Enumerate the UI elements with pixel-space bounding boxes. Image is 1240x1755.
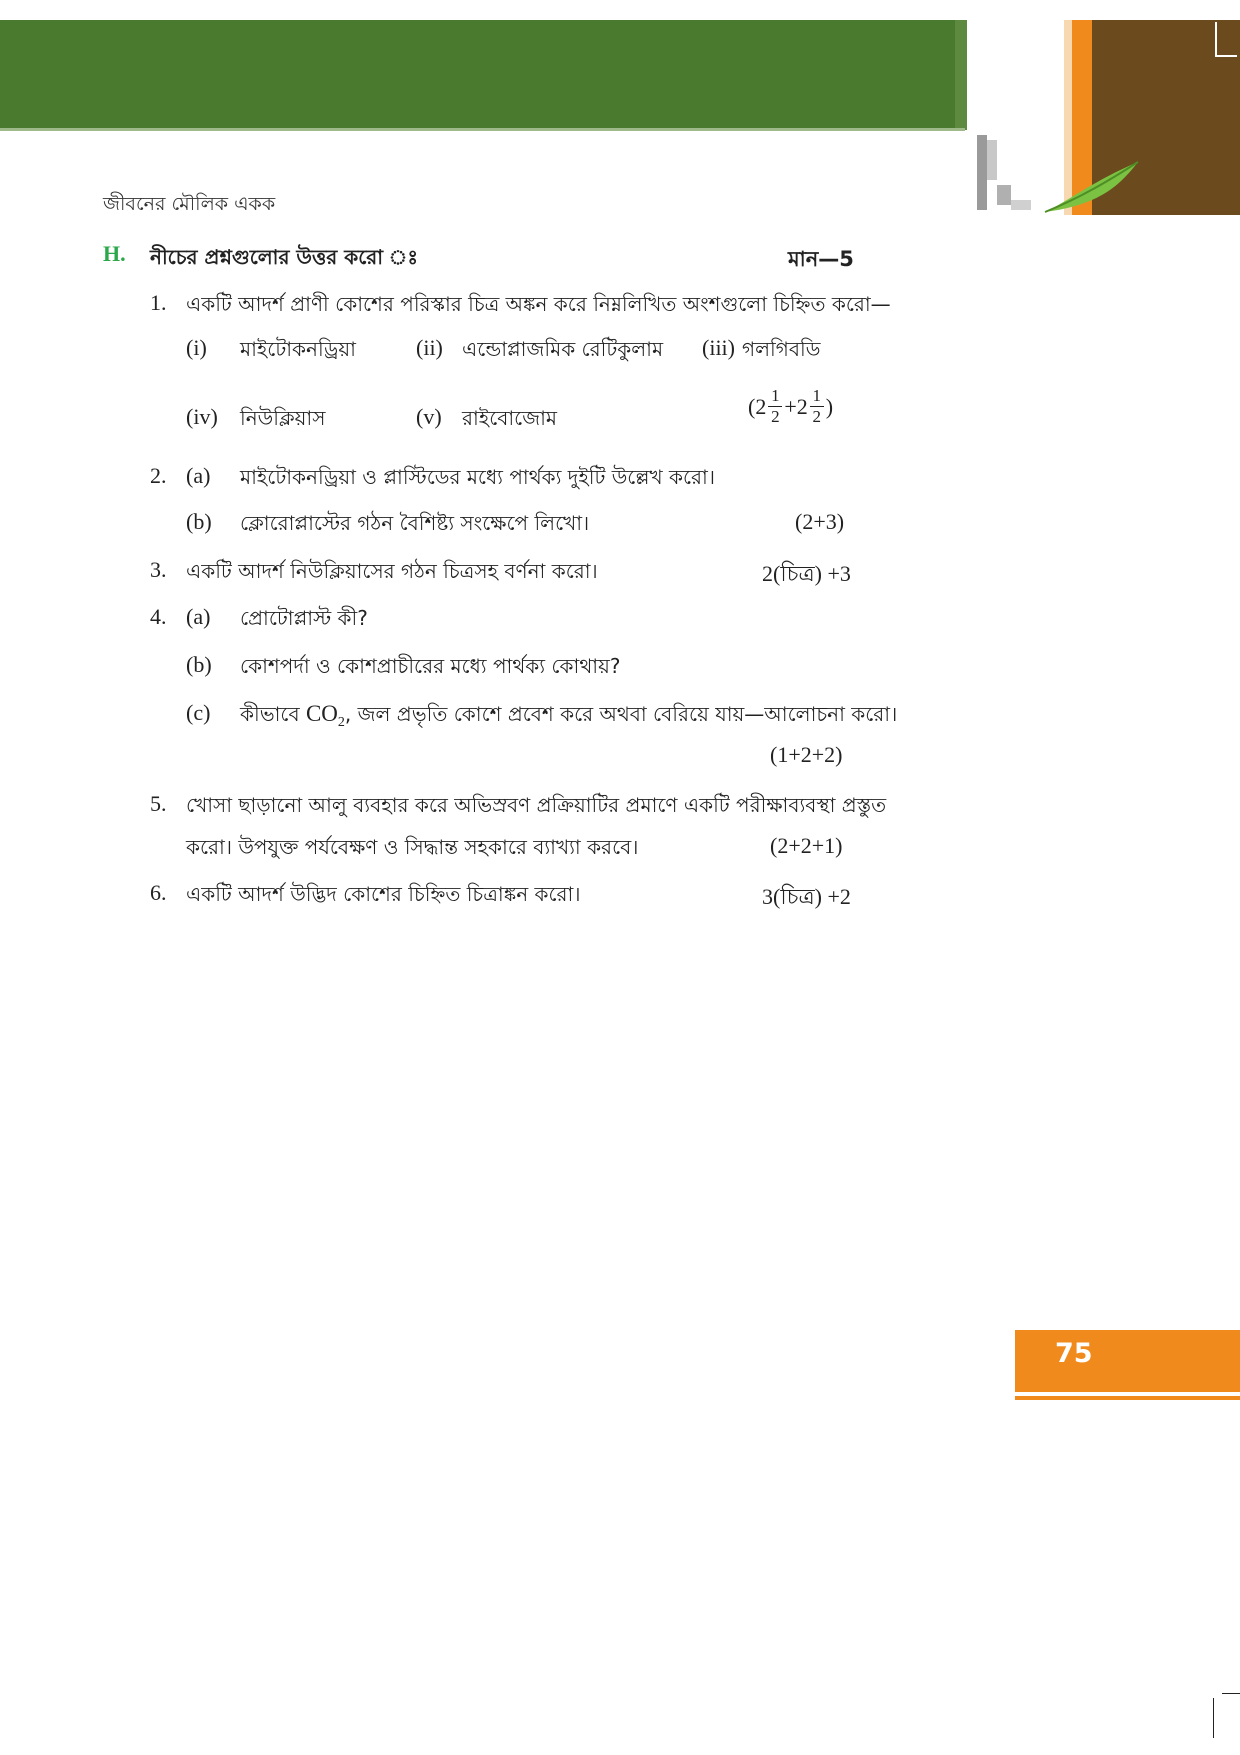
sub-label: (a) (186, 604, 211, 629)
marks-whole: 2 (755, 393, 767, 419)
question-text: খোসা ছাড়ানো আলু ব্যবহার করে অভিস্রবণ প্রক্রিয়াটির প্রমাণে একটি পরীক্ষাব্যবস্থা প্রস্তুত (186, 793, 887, 817)
question-text: করো। উপযুক্ত পর্যবেক্ষণ ও সিদ্ধান্ত সহকারে ব্যাখ্যা করবে। (186, 835, 639, 859)
pen-nib-icon (975, 130, 1045, 225)
question-number: 3. (150, 557, 167, 582)
page-number: 75 (1055, 1338, 1093, 1369)
question-text: একটি আদর্শ নিউক্লিয়াসের গঠন চিত্রসহ বর্ণনা করো। (186, 559, 598, 583)
item-text: মাইটোকনড্রিয়া (240, 337, 356, 361)
item-text: রাইবোজোম (462, 406, 558, 430)
item-text: গলগিবডি (742, 337, 821, 361)
question-marks (748, 386, 833, 427)
question-number: 2. (150, 463, 167, 488)
fraction-numerator: 1 (771, 386, 780, 405)
marks-paren-open: ( (748, 393, 756, 419)
sub-label: (b) (186, 509, 212, 534)
fraction-denominator: 2 (812, 407, 821, 426)
item-text: এন্ডোপ্লাজমিক রেটিকুলাম (462, 337, 664, 361)
section-letter: H. (103, 241, 126, 266)
section-marks: মান—5 (788, 247, 854, 271)
sub-label: (c) (186, 700, 211, 725)
question-number: 4. (150, 604, 167, 629)
marks-whole: 2 (796, 393, 808, 419)
question-marks: (2+3) (795, 509, 845, 534)
sub-text: প্রোটোপ্লাস্ট কী? (240, 606, 368, 630)
sub-text: মাইটোকনড্রিয়া ও প্লাস্টিডের মধ্যে পার্থক্য দুইটি উল্লেখ করো। (240, 465, 716, 489)
question-marks: (2+2+1) (770, 833, 843, 858)
sub-text: কোশপর্দা ও কোশপ্রাচীরের মধ্যে পার্থক্য কোথায়? (240, 654, 621, 678)
item-label: (v) (416, 404, 442, 429)
question-text: একটি আদর্শ প্রাণী কোশের পরিস্কার চিত্র অঙ্কন করে নিম্নলিখিত অংশগুলো চিহ্নিত করো— (186, 292, 891, 316)
marks-plus: + (784, 393, 797, 419)
section-title: নীচের প্রশ্নগুলোর উত্তর করো ঃ (150, 245, 419, 269)
question-number: 6. (150, 880, 167, 905)
question-marks: 3(চিত্র) +2 (762, 884, 851, 909)
question-number: 1. (150, 290, 167, 315)
text-run: কীভাবে (240, 702, 306, 726)
header-green-band (0, 20, 965, 130)
item-label: (iv) (186, 404, 218, 429)
header-green-band-edge (955, 20, 967, 130)
sub-label: (b) (186, 652, 212, 677)
item-text: নিউক্লিয়াস (240, 406, 326, 430)
sub-text: ক্লোরোপ্লাস্টের গঠন বৈশিষ্ট্য সংক্ষেপে লিখো। (240, 511, 590, 535)
item-label: (i) (186, 335, 207, 360)
sub-label: (a) (186, 463, 211, 488)
question-text: একটি আদর্শ উদ্ভিদ কোশের চিহ্নিত চিত্রাঙ্কন করো। (186, 882, 581, 906)
question-marks: (1+2+2) (770, 742, 843, 767)
page-number-stripe (1015, 1396, 1240, 1400)
page-number-box (1015, 1330, 1240, 1392)
question-number: 5. (150, 791, 167, 816)
running-title: জীবনের মৌলিক একক (103, 193, 276, 215)
fraction (768, 386, 782, 427)
item-label: (ii) (416, 335, 443, 360)
fraction (810, 386, 824, 427)
fraction-numerator: 1 (812, 386, 821, 405)
crop-mark (1215, 22, 1217, 56)
item-label: (iii) (702, 335, 735, 360)
question-marks: 2(চিত্র) +3 (762, 561, 851, 586)
leaf-icon (1040, 160, 1140, 216)
crop-mark (1213, 1698, 1214, 1738)
text-run: , জল প্রভৃতি কোশে প্রবেশ করে অথবা বেরিয়ে যায়—আলোচনা করো। (344, 702, 898, 726)
crop-mark (1215, 55, 1237, 57)
header-shadow (0, 128, 965, 131)
crop-mark (1222, 1693, 1240, 1694)
marks-paren-close: ) (825, 393, 834, 419)
formula-subscript: 2 (337, 715, 345, 730)
sub-text (240, 700, 897, 733)
fraction-denominator: 2 (771, 407, 780, 426)
chemical-formula: CO (305, 701, 338, 726)
